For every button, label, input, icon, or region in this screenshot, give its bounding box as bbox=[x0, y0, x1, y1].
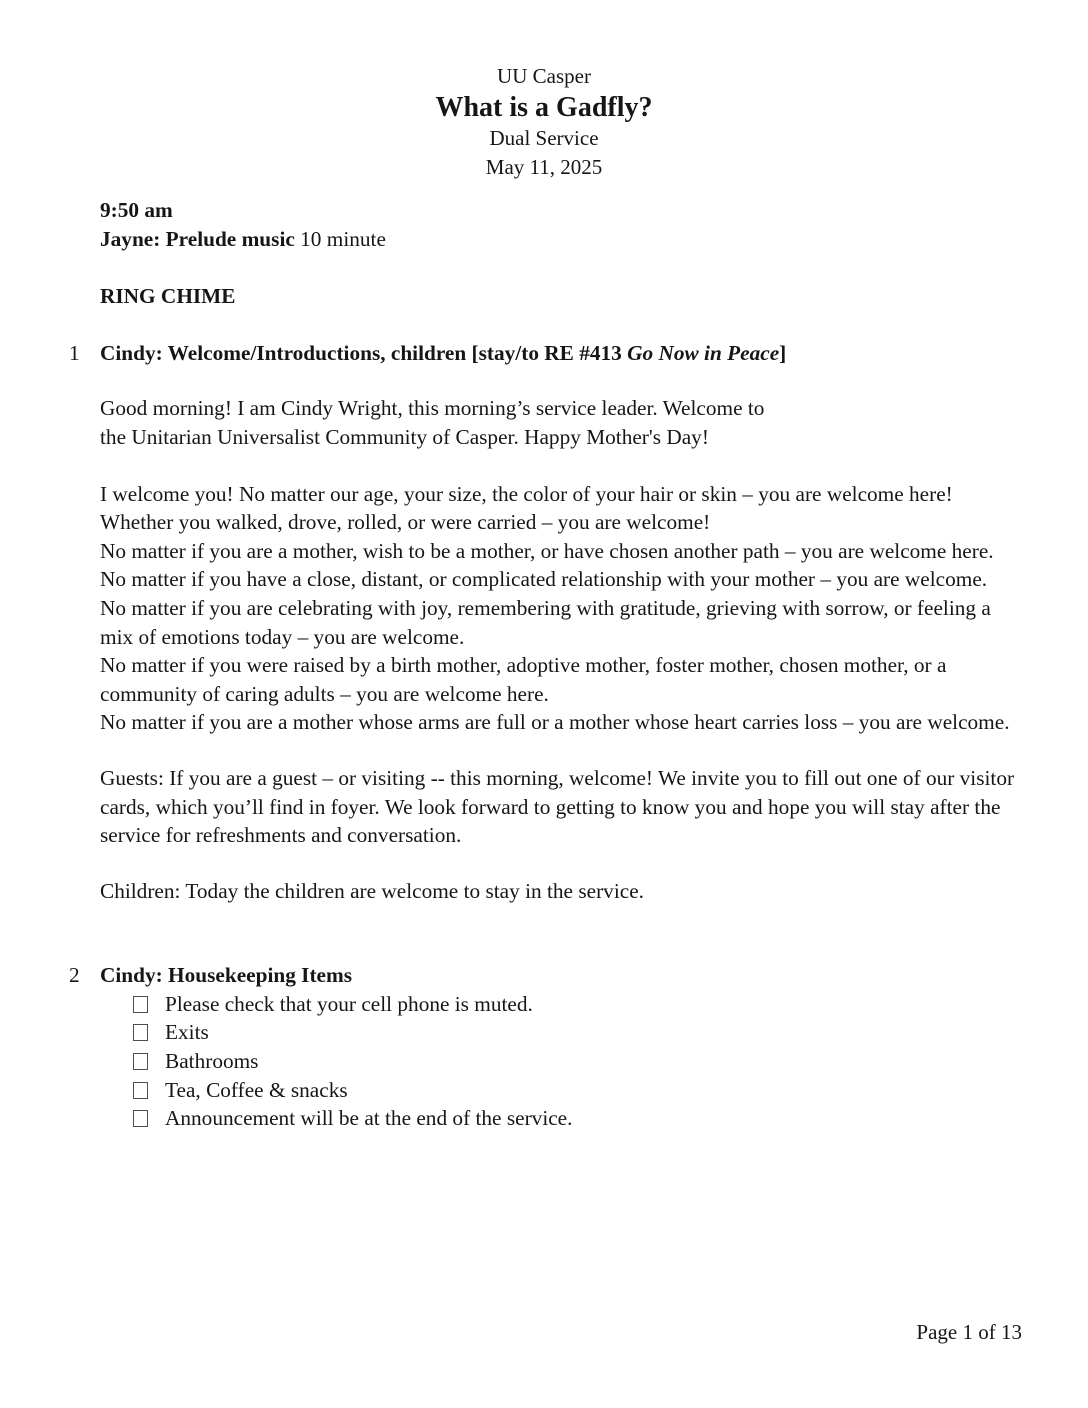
guests-paragraph: Guests: If you are a guest – or visiting -- this morning, welcome! We invite you to fill out one of our visitor cards, which you’ll find in foyer. We look forward to getting to know you and hope you will stay after the service for refreshments and conversation. bbox=[100, 765, 1015, 848]
welcome-line: I welcome you! No matter our age, your size, the color of your hair or skin – you are welcome here! bbox=[100, 481, 953, 506]
checklist-item-label: Tea, Coffee & snacks bbox=[165, 1077, 348, 1102]
prelude-performer: Jayne: Prelude music bbox=[100, 226, 295, 251]
welcome-line: No matter if you have a close, distant, or complicated relationship with your mother – you are welcome. bbox=[100, 567, 988, 592]
service-date: May 11, 2025 bbox=[485, 155, 603, 179]
prelude-time: 9:50 am bbox=[100, 198, 173, 222]
welcome-line: No matter if you are a mother, wish to be a mother, or have chosen another path – you are welcome here. bbox=[100, 538, 994, 563]
item-1-hymn-title: Go Now in Peace bbox=[627, 340, 780, 365]
page-number: Page 1 of 13 bbox=[916, 1320, 1022, 1344]
document-header bbox=[0, 0, 1088, 182]
welcome-line: No matter if you were raised by a birth mother, adoptive mother, foster mother, chosen mother, or a community of caring adults – you are welcome here. bbox=[100, 653, 947, 706]
item-1-heading-bracket: ] bbox=[779, 340, 787, 365]
welcome-litany bbox=[100, 480, 1024, 737]
welcome-line: No matter if you are a mother whose arms are full or a mother whose heart carries loss – you are welcome. bbox=[100, 710, 1010, 735]
intro-line: the Unitarian Universalist Community of Casper. Happy Mother's Day! bbox=[100, 424, 709, 449]
checklist-item-label: Please check that your cell phone is muted. bbox=[165, 991, 533, 1016]
prelude-section bbox=[100, 196, 1024, 253]
checkbox-icon bbox=[133, 1110, 148, 1127]
checklist-item-label: Announcement will be at the end of the service. bbox=[165, 1106, 573, 1131]
checkbox-icon bbox=[133, 1024, 148, 1041]
prelude-duration: 10 minute bbox=[294, 226, 386, 251]
checkbox-icon bbox=[133, 1053, 148, 1070]
item-2-heading bbox=[69, 961, 1024, 990]
checklist-item-label: Bathrooms bbox=[165, 1049, 259, 1074]
checklist-item bbox=[100, 1076, 1024, 1105]
checkbox-icon bbox=[133, 1082, 148, 1099]
document-body bbox=[69, 196, 1024, 1133]
checklist-item bbox=[100, 1018, 1024, 1047]
housekeeping-checklist bbox=[100, 990, 1024, 1133]
organization-name: UU Casper bbox=[497, 64, 591, 88]
checklist-item bbox=[100, 1047, 1024, 1076]
item-1-heading-text: Cindy: Welcome/Introductions, children [stay/to RE #413 bbox=[100, 340, 628, 365]
ring-chime-cue: RING CHIME bbox=[100, 284, 236, 309]
prelude-line bbox=[100, 225, 1024, 254]
welcome-line: Whether you walked, drove, rolled, or were carried – you are welcome! bbox=[100, 510, 711, 535]
welcome-line: No matter if you are celebrating with joy, remembering with gratitude, grieving with sorrow, or feeling a mix of emotions today – you are welcome. bbox=[100, 595, 991, 649]
service-type: Dual Service bbox=[489, 126, 599, 150]
checkbox-icon bbox=[133, 996, 148, 1013]
item-1-number: 1 bbox=[69, 340, 80, 365]
checklist-item bbox=[100, 990, 1024, 1019]
item-2-heading-text: Cindy: Housekeeping Items bbox=[100, 963, 353, 988]
item-2-number: 2 bbox=[69, 963, 80, 988]
children-paragraph: Children: Today the children are welcome to stay in the service. bbox=[100, 878, 644, 903]
service-title: What is a Gadfly? bbox=[435, 92, 653, 123]
checklist-item bbox=[100, 1104, 1024, 1133]
intro-line: Good morning! I am Cindy Wright, this morning’s service leader. Welcome to bbox=[100, 396, 765, 421]
checklist-item-label: Exits bbox=[165, 1020, 209, 1045]
item-1-heading bbox=[69, 339, 1024, 368]
intro-paragraph bbox=[100, 394, 1024, 451]
